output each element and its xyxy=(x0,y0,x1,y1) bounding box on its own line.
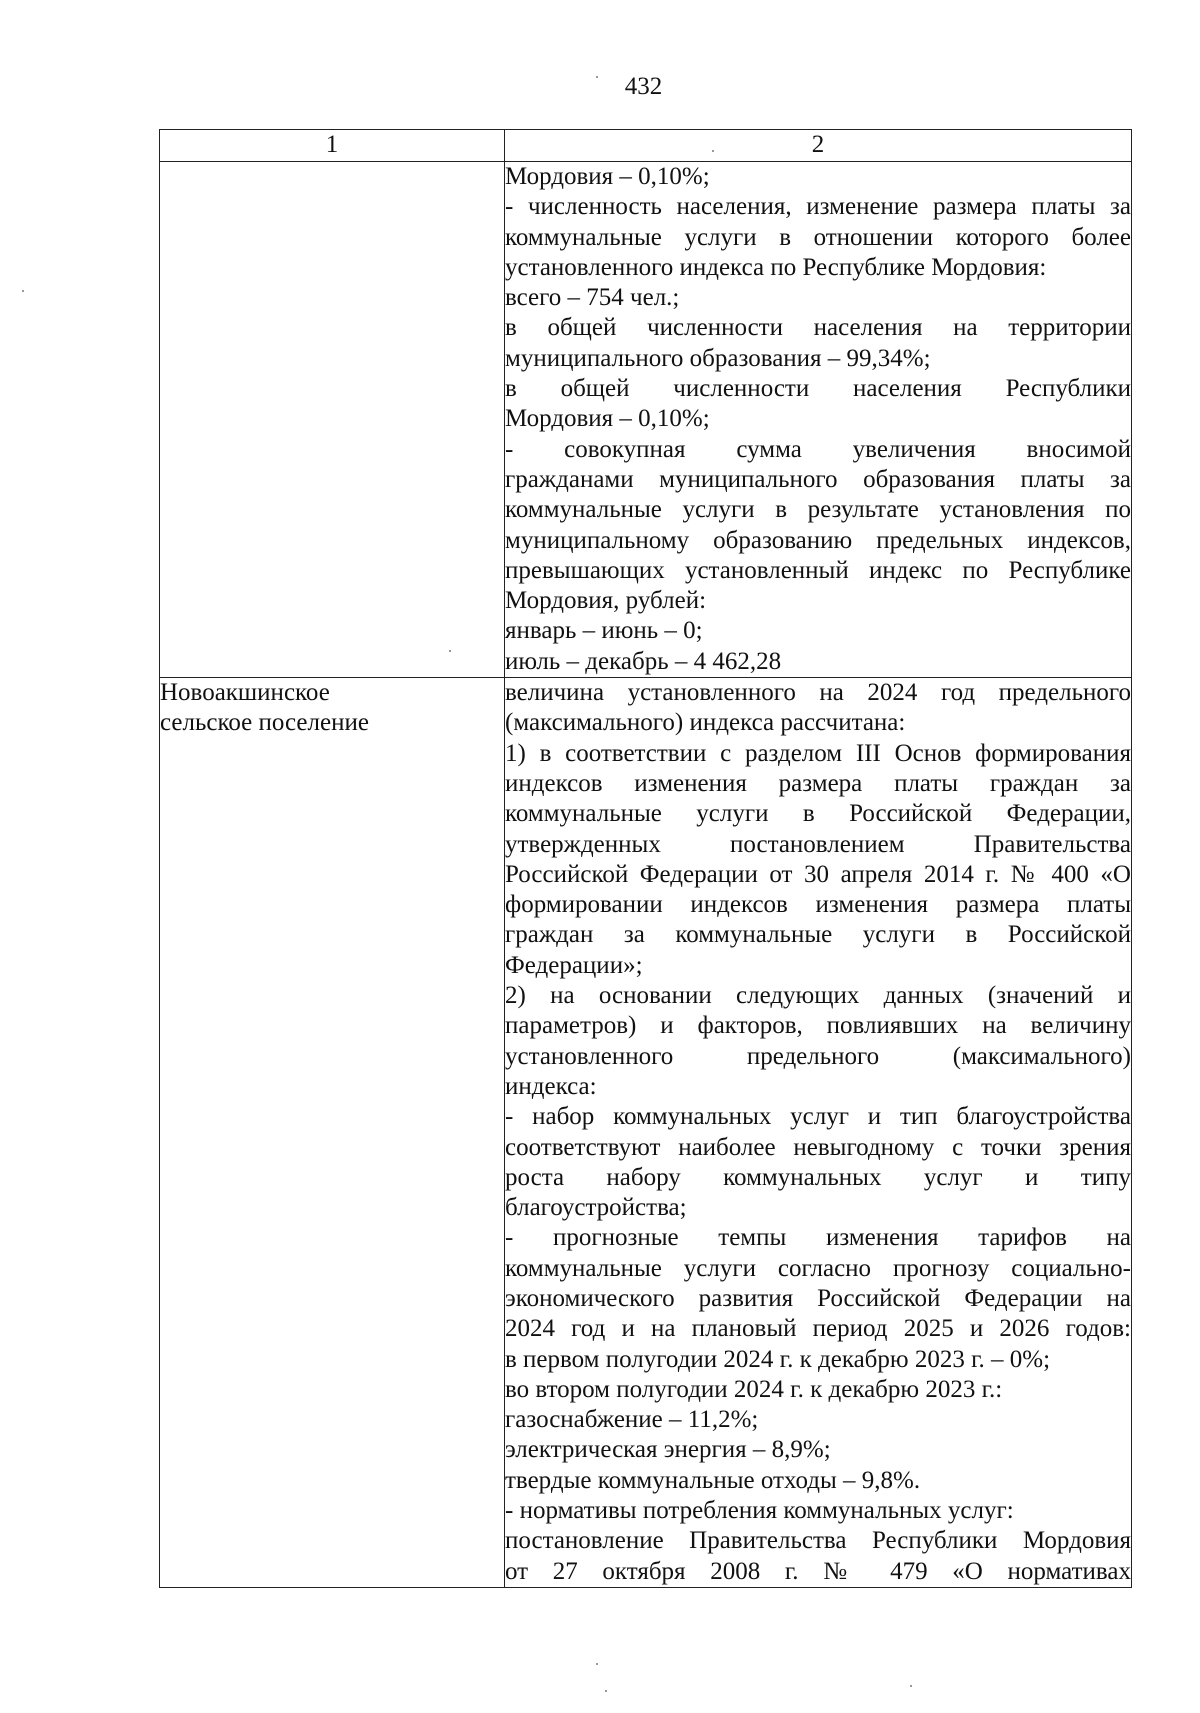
description-line: формировании индексов изменения размера платы xyxy=(505,891,1131,919)
description-line: Российской Федерации от 30 апреля 2014 г. № 400 «О xyxy=(505,860,1131,888)
description-line: индексов изменения размера платы граждан за xyxy=(505,769,1131,797)
scan-speck xyxy=(22,290,24,292)
description-line: - численность населения, изменение размера платы за xyxy=(505,193,1131,221)
description-line: муниципальному образованию предельных индексов, xyxy=(505,526,1131,554)
index-description-cell xyxy=(505,162,1132,678)
description-line: граждан за коммунальные услуги в Российской xyxy=(505,921,1131,949)
description-line: установленного предельного (максимального) xyxy=(505,1042,1131,1070)
description-line: 2) на основании следующих данных (значений и xyxy=(505,982,1131,1010)
description-line: Мордовия, рублей: xyxy=(505,587,707,615)
description-line: параметров) и факторов, повлиявших на величину xyxy=(505,1012,1131,1040)
page-number: 432 xyxy=(624,73,663,100)
description-line: в общей численности населения Республики xyxy=(505,375,1131,403)
table-row xyxy=(160,678,1132,1588)
description-line: Мордовия – 0,10%; xyxy=(505,163,710,190)
description-line: в первом полугодии 2024 г. к декабрю 2023 г. – 0%; xyxy=(505,1345,1051,1373)
municipality-name-line: Новоакшинское xyxy=(160,679,330,707)
description-line: - совокупная сумма увеличения вносимой xyxy=(505,435,1131,463)
description-line: величина установленного на 2024 год предельного xyxy=(505,679,1131,707)
scan-speck xyxy=(596,1663,598,1665)
scan-speck xyxy=(596,76,598,78)
index-description-cell xyxy=(505,678,1132,1588)
scan-speck xyxy=(605,1690,607,1692)
description-line: превышающих установленный индекс по Республике xyxy=(505,556,1131,584)
table-body xyxy=(160,162,1132,1588)
municipality-name-cell xyxy=(160,678,505,1588)
description-line: коммунальные услуги в Российской Федерации, xyxy=(505,800,1131,828)
description-line: соответствуют наиболее невыгодному с точки зрения xyxy=(505,1133,1131,1161)
indices-table xyxy=(159,129,1132,1588)
table-row xyxy=(160,162,1132,678)
scan-speck xyxy=(449,650,451,652)
scan-speck xyxy=(910,1685,912,1687)
description-line: январь – июнь – 0; xyxy=(505,617,703,645)
description-line: 1) в соответствии с разделом III Основ формирования xyxy=(505,739,1131,767)
description-line: Мордовия – 0,10%; xyxy=(505,405,710,433)
description-line: установленного индекса по Республике Мордовия: xyxy=(505,253,1047,281)
description-line: электрическая энергия – 8,9%; xyxy=(505,1436,831,1464)
table-header-row xyxy=(160,130,1132,162)
description-line: Федерации»; xyxy=(505,951,643,979)
description-line: - набор коммунальных услуг и тип благоустройства xyxy=(505,1103,1131,1131)
description-line: муниципального образования – 99,34%; xyxy=(505,344,931,372)
column-header-1: 1 xyxy=(160,130,505,162)
description-line: газоснабжение – 11,2%; xyxy=(505,1406,759,1434)
description-line: индекса: xyxy=(505,1072,597,1100)
scan-speck xyxy=(712,150,714,152)
description-line: твердые коммунальные отходы – 9,8%. xyxy=(505,1466,921,1494)
description-line: (максимального) индекса рассчитана: xyxy=(505,709,906,737)
description-line: коммунальные услуги в отношении которого более xyxy=(505,223,1131,251)
description-line: всего – 754 чел.; xyxy=(505,284,680,312)
description-line: роста набору коммунальных услуг и типу xyxy=(505,1163,1131,1191)
description-line: в общей численности населения на территории xyxy=(505,314,1131,342)
column-header-2: 2 xyxy=(505,130,1132,162)
municipality-name-line: сельское поселение xyxy=(160,709,369,737)
description-line: коммунальные услуги в результате установления по xyxy=(505,496,1131,524)
description-line: июль – декабрь – 4 462,28 xyxy=(505,647,782,675)
description-line: экономического развития Российской Федерации на xyxy=(505,1284,1131,1312)
description-line: постановление Правительства Республики Мордовия xyxy=(505,1527,1131,1555)
description-line: во втором полугодии 2024 г. к декабрю 2023 г.: xyxy=(505,1375,1003,1403)
description-line: - нормативы потребления коммунальных услуг: xyxy=(505,1497,1014,1525)
description-line: гражданами муниципального образования платы за xyxy=(505,465,1131,493)
description-line: утвержденных постановлением Правительства xyxy=(505,830,1131,858)
description-line: 2024 год и на плановый период 2025 и 2026 годов: xyxy=(505,1315,1131,1343)
municipality-name-cell xyxy=(160,162,505,678)
description-line: благоустройства; xyxy=(505,1194,687,1222)
description-line: коммунальные услуги согласно прогнозу социально- xyxy=(505,1254,1131,1282)
description-line: - прогнозные темпы изменения тарифов на xyxy=(505,1224,1131,1252)
description-line: от 27 октября 2008 г. № 479 «О нормативах xyxy=(505,1557,1131,1585)
